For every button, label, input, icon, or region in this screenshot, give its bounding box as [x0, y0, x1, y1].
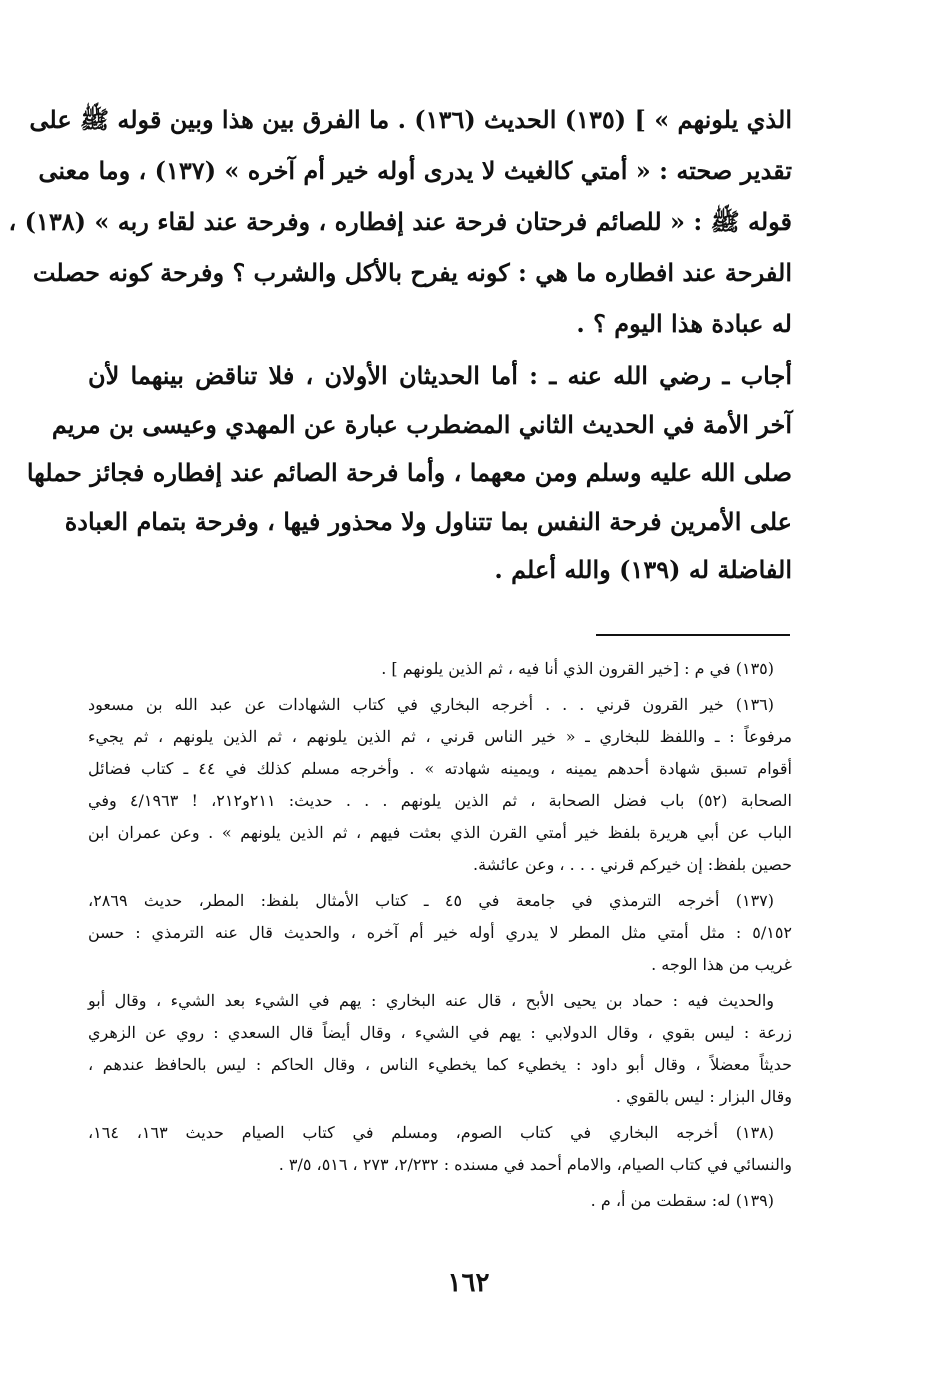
text-line: على الأمرين فرحة النفس بما تتناول ولا محذور فيها ، وفرحة بتمام العبادة [64, 506, 792, 536]
footnote-139 [88, 1185, 792, 1217]
footnote-135 [88, 653, 792, 685]
text-line: قوله ﷺ : « للصائم فرحتان فرحة عند إفطاره ، وفرحة عند لقاء ربه » (١٣٨) ، [8, 207, 792, 236]
text-line: أجاب ـ رضي الله عنه ـ : أما الحديثان الأولان ، فلا تناقض بينهما لأن [88, 361, 792, 390]
text-line: له عبادة هذا اليوم ؟ . [576, 309, 792, 338]
footnote-138 [88, 1117, 792, 1181]
answer-paragraph [26, 352, 792, 595]
footnote-line: أقوام تسبق شهادة أحدهم يمينه ، ويمينه شهادته » . وأخرجه مسلم كذلك في ٤٤ ـ كتاب فضائل [88, 759, 793, 778]
footnote-line: مرفوعاً : ـ واللفظ للبخاري ـ « خير الناس قرني ، ثم الذين يلونهم ، ثم الذين يلونهم ، ثم يجيء [88, 727, 793, 746]
footnote-line: الصحابة (٥٢) باب فضل الصحابة ، ثم الذين يلونهم . . . حديث: ٢١١و٢١٢، ! ٤/١٩٦٣ وفي [88, 791, 792, 810]
footnote-137 [88, 885, 792, 981]
footnote-line: ٥/١٥٢ : مثل أمتي مثل المطر لا يدري أوله خير أم آخره ، والحديث قال عنه الترمذي : حسن [88, 923, 792, 942]
question-paragraph [8, 94, 792, 349]
footnote-line: (١٣٩) له: سقطت من أ، م . [590, 1191, 774, 1210]
footnote-line: (١٣٥) في م : [خير القرون الذي أنا فيه ، ثم الذين يلونهم ] . [381, 659, 774, 678]
footnote-136 [88, 689, 792, 881]
page-number: ١٦٢ [447, 1268, 490, 1298]
footnote-line: حصين بلفظ: إن خيركم قرني . . . ، وعن عائشة. [472, 855, 792, 874]
footnote-line: زرعة : ليس بقوي ، وقال الدولابي : يهم في الشيء ، وقال أيضاً قال السعدي : روي عن الزهري [88, 1023, 792, 1042]
footnote-line: غريب من هذا الوجه . [651, 955, 792, 974]
text-line: تقدير صحته : « أمتي كالغيث لا يدرى أوله خير أم آخره » (١٣٧) ، وما معنى [38, 156, 792, 185]
footnote-line: والنسائي في كتاب الصيام، والامام أحمد في مسنده : ٢/٢٣٢، ٢٧٣ ، ٥١٦، ٣/٥ . [278, 1155, 792, 1174]
footnote-line: (١٣٨) أخرجه البخاري في كتاب الصوم، ومسلم في كتاب الصيام حديث ١٦٣، ١٦٤، [88, 1123, 775, 1142]
footnote-line: والحديث فيه : حماد بن يحيى الأبح ، قال عنه البخاري : يهم في الشيء بعد الشيء ، وقال أبو [88, 991, 774, 1010]
footnote-line: حديثاً معضلاً ، وقال أبو داود : يخطيء كما يخطيء الناس ، وقال الحاكم : ليس بالحافظ عندهم ، [88, 1055, 792, 1074]
footnote-137-continuation [88, 985, 792, 1113]
text-line: الذي يلونهم » ] (١٣٥) الحديث (١٣٦) . ما الفرق بين هذا وبين قوله ﷺ على [29, 105, 792, 134]
footnote-line: وقال البزار : ليس بالقوي . [615, 1087, 792, 1106]
footnote-line: الباب عن أبي هريرة بلفظ خير أمتي القرن الذي بعثت فيهم ، ثم الذين يلونهم » . وعن عمران ابن [88, 823, 792, 842]
text-line: الفرحة عند افطاره ما هي : كونه يفرح بالأكل والشرب ؟ وفرحة كونه حصلت [32, 258, 792, 287]
footnote-line: (١٣٧) أخرجه الترمذي في جامعة في ٤٥ ـ كتاب الأمثال بلفظ: المطر، حديث ٢٨٦٩، [88, 891, 774, 910]
text-line: آخر الأمة في الحديث الثاني المضطرب عبارة عن المهدي وعيسى بن مريم [51, 409, 792, 439]
text-line: صلى الله عليه وسلم ومن معهما ، وأما فرحة الصائم عند إفطاره فجائز حملها [26, 458, 792, 487]
text-line: الفاضلة له (١٣٩) والله أعلم . [494, 555, 792, 584]
footnote-line: (١٣٦) خير القرون قرني . . . أخرجه البخاري في كتاب الشهادات عن عبد الله بن مسعود [88, 695, 774, 714]
footnote-separator [596, 634, 790, 636]
